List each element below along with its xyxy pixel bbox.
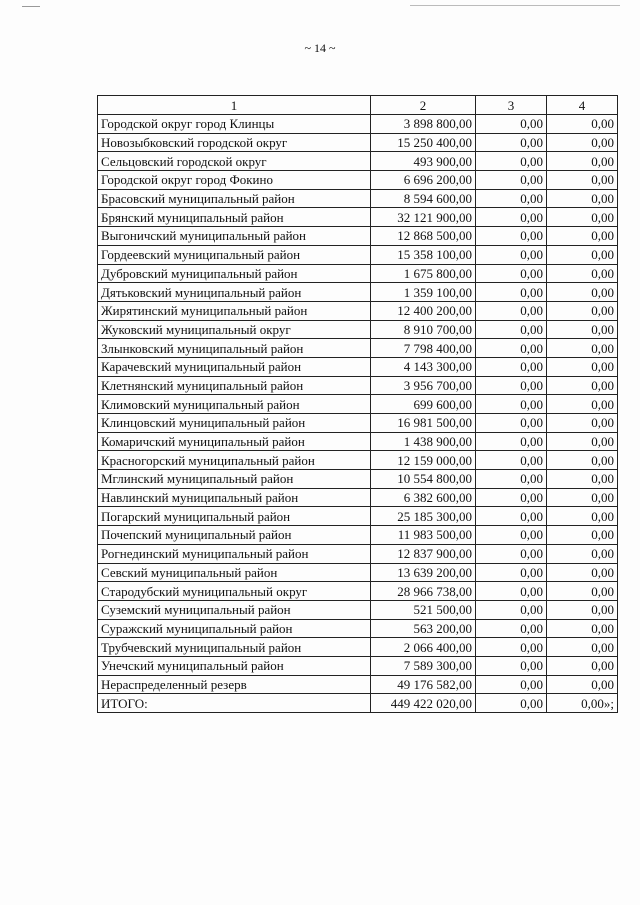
scan-artifact bbox=[22, 6, 40, 7]
table-row bbox=[98, 245, 618, 264]
row-name-cell: Суземский муниципальный район bbox=[98, 600, 371, 619]
table-row bbox=[98, 320, 618, 339]
row-name-cell: Карачевский муниципальный район bbox=[98, 357, 371, 376]
amount-cell: 3 956 700,00 bbox=[371, 376, 476, 395]
value-cell: 0,00 bbox=[547, 656, 618, 675]
row-name-cell: Жуковский муниципальный округ bbox=[98, 320, 371, 339]
value-cell: 0,00 bbox=[547, 171, 618, 190]
value-cell: 0,00 bbox=[547, 582, 618, 601]
row-name-cell: Унечский муниципальный район bbox=[98, 656, 371, 675]
value-cell: 0,00 bbox=[476, 227, 547, 246]
value-cell: 0,00 bbox=[547, 152, 618, 171]
row-name-cell: ИТОГО: bbox=[98, 694, 371, 713]
row-name-cell: Навлинский муниципальный район bbox=[98, 488, 371, 507]
table-row bbox=[98, 582, 618, 601]
row-name-cell: Почепский муниципальный район bbox=[98, 526, 371, 545]
value-cell: 0,00 bbox=[476, 619, 547, 638]
table-row bbox=[98, 470, 618, 489]
table-row bbox=[98, 526, 618, 545]
value-cell: 0,00 bbox=[547, 395, 618, 414]
value-cell: 0,00 bbox=[547, 563, 618, 582]
value-cell: 0,00 bbox=[476, 638, 547, 657]
value-cell: 0,00 bbox=[476, 320, 547, 339]
value-cell: 0,00 bbox=[547, 357, 618, 376]
column-header: 2 bbox=[371, 96, 476, 115]
value-cell: 0,00 bbox=[547, 507, 618, 526]
row-name-cell: Брасовский муниципальный район bbox=[98, 189, 371, 208]
row-name-cell: Городской округ город Фокино bbox=[98, 171, 371, 190]
value-cell: 0,00 bbox=[547, 488, 618, 507]
table-row bbox=[98, 656, 618, 675]
row-name-cell: Выгоничский муниципальный район bbox=[98, 227, 371, 246]
table-row bbox=[98, 563, 618, 582]
value-cell: 0,00 bbox=[547, 320, 618, 339]
value-cell: 0,00 bbox=[476, 488, 547, 507]
column-header: 4 bbox=[547, 96, 618, 115]
amount-cell: 12 868 500,00 bbox=[371, 227, 476, 246]
row-name-cell: Гордеевский муниципальный район bbox=[98, 245, 371, 264]
amount-cell: 6 696 200,00 bbox=[371, 171, 476, 190]
value-cell: 0,00 bbox=[547, 544, 618, 563]
row-name-cell: Мглинский муниципальный район bbox=[98, 470, 371, 489]
amount-cell: 15 250 400,00 bbox=[371, 133, 476, 152]
table-row bbox=[98, 227, 618, 246]
row-name-cell: Жирятинский муниципальный район bbox=[98, 301, 371, 320]
table-row bbox=[98, 675, 618, 694]
page-number: ~ 14 ~ bbox=[304, 41, 336, 55]
table-row bbox=[98, 395, 618, 414]
amount-cell: 15 358 100,00 bbox=[371, 245, 476, 264]
table-row bbox=[98, 488, 618, 507]
amount-cell: 563 200,00 bbox=[371, 619, 476, 638]
amount-cell: 16 981 500,00 bbox=[371, 414, 476, 433]
row-name-cell: Городской округ город Клинцы bbox=[98, 115, 371, 134]
table-row bbox=[98, 189, 618, 208]
amount-cell: 2 066 400,00 bbox=[371, 638, 476, 657]
table-row bbox=[98, 600, 618, 619]
value-cell: 0,00 bbox=[547, 208, 618, 227]
row-name-cell: Сельцовский городской округ bbox=[98, 152, 371, 171]
amount-cell: 7 798 400,00 bbox=[371, 339, 476, 358]
amount-cell: 8 910 700,00 bbox=[371, 320, 476, 339]
value-cell: 0,00 bbox=[547, 227, 618, 246]
table-row bbox=[98, 301, 618, 320]
value-cell: 0,00 bbox=[476, 357, 547, 376]
row-name-cell: Новозыбковский городской округ bbox=[98, 133, 371, 152]
value-cell: 0,00 bbox=[476, 376, 547, 395]
amount-cell: 699 600,00 bbox=[371, 395, 476, 414]
table-row bbox=[98, 133, 618, 152]
column-header: 1 bbox=[98, 96, 371, 115]
value-cell: 0,00 bbox=[547, 638, 618, 657]
amount-cell: 12 159 000,00 bbox=[371, 451, 476, 470]
row-name-cell: Севский муниципальный район bbox=[98, 563, 371, 582]
amount-cell: 6 382 600,00 bbox=[371, 488, 476, 507]
table-row bbox=[98, 152, 618, 171]
amount-cell: 13 639 200,00 bbox=[371, 563, 476, 582]
row-name-cell: Нераспределенный резерв bbox=[98, 675, 371, 694]
value-cell: 0,00 bbox=[476, 675, 547, 694]
value-cell: 0,00 bbox=[476, 470, 547, 489]
amount-cell: 28 966 738,00 bbox=[371, 582, 476, 601]
value-cell: 0,00 bbox=[547, 245, 618, 264]
value-cell: 0,00 bbox=[476, 301, 547, 320]
value-cell: 0,00 bbox=[476, 208, 547, 227]
value-cell: 0,00 bbox=[476, 283, 547, 302]
row-name-cell: Брянский муниципальный район bbox=[98, 208, 371, 227]
value-cell: 0,00 bbox=[476, 582, 547, 601]
row-name-cell: Злынковский муниципальный район bbox=[98, 339, 371, 358]
value-cell: 0,00 bbox=[476, 600, 547, 619]
value-cell: 0,00 bbox=[547, 414, 618, 433]
value-cell: 0,00 bbox=[476, 152, 547, 171]
table-row bbox=[98, 694, 618, 713]
table-row bbox=[98, 619, 618, 638]
table-row bbox=[98, 376, 618, 395]
row-name-cell: Дятьковский муниципальный район bbox=[98, 283, 371, 302]
table-row bbox=[98, 544, 618, 563]
budget-allocation-table bbox=[97, 95, 618, 713]
table-row bbox=[98, 115, 618, 134]
table-row bbox=[98, 171, 618, 190]
value-cell: 0,00 bbox=[547, 470, 618, 489]
amount-cell: 11 983 500,00 bbox=[371, 526, 476, 545]
table-row bbox=[98, 507, 618, 526]
value-cell: 0,00 bbox=[547, 526, 618, 545]
amount-cell: 1 359 100,00 bbox=[371, 283, 476, 302]
amount-cell: 10 554 800,00 bbox=[371, 470, 476, 489]
value-cell: 0,00 bbox=[476, 133, 547, 152]
amount-cell: 449 422 020,00 bbox=[371, 694, 476, 713]
amount-cell: 32 121 900,00 bbox=[371, 208, 476, 227]
value-cell: 0,00 bbox=[476, 171, 547, 190]
value-cell: 0,00 bbox=[547, 600, 618, 619]
amount-cell: 3 898 800,00 bbox=[371, 115, 476, 134]
value-cell: 0,00 bbox=[476, 563, 547, 582]
row-name-cell: Суражский муниципальный район bbox=[98, 619, 371, 638]
value-cell: 0,00 bbox=[547, 619, 618, 638]
scan-artifact bbox=[410, 5, 620, 6]
row-name-cell: Красногорский муниципальный район bbox=[98, 451, 371, 470]
value-cell: 0,00 bbox=[476, 432, 547, 451]
amount-cell: 12 400 200,00 bbox=[371, 301, 476, 320]
value-cell: 0,00 bbox=[547, 376, 618, 395]
amount-cell: 493 900,00 bbox=[371, 152, 476, 171]
table-row bbox=[98, 357, 618, 376]
value-cell: 0,00 bbox=[476, 115, 547, 134]
value-cell: 0,00 bbox=[476, 245, 547, 264]
table-row bbox=[98, 638, 618, 657]
value-cell: 0,00 bbox=[547, 133, 618, 152]
row-name-cell: Комаричский муниципальный район bbox=[98, 432, 371, 451]
row-name-cell: Стародубский муниципальный округ bbox=[98, 582, 371, 601]
value-cell: 0,00 bbox=[476, 694, 547, 713]
table-row bbox=[98, 208, 618, 227]
value-cell: 0,00 bbox=[476, 414, 547, 433]
value-cell: 0,00 bbox=[476, 264, 547, 283]
row-name-cell: Трубчевский муниципальный район bbox=[98, 638, 371, 657]
table-row bbox=[98, 451, 618, 470]
value-cell: 0,00 bbox=[476, 451, 547, 470]
row-name-cell: Клинцовский муниципальный район bbox=[98, 414, 371, 433]
amount-cell: 4 143 300,00 bbox=[371, 357, 476, 376]
value-cell: 0,00 bbox=[547, 675, 618, 694]
amount-cell: 25 185 300,00 bbox=[371, 507, 476, 526]
amount-cell: 8 594 600,00 bbox=[371, 189, 476, 208]
value-cell: 0,00 bbox=[547, 264, 618, 283]
value-cell: 0,00 bbox=[547, 432, 618, 451]
value-cell: 0,00 bbox=[547, 115, 618, 134]
value-cell: 0,00 bbox=[547, 451, 618, 470]
row-name-cell: Рогнединский муниципальный район bbox=[98, 544, 371, 563]
value-cell: 0,00 bbox=[476, 395, 547, 414]
table-row bbox=[98, 283, 618, 302]
amount-cell: 7 589 300,00 bbox=[371, 656, 476, 675]
value-cell: 0,00 bbox=[547, 283, 618, 302]
table-row bbox=[98, 432, 618, 451]
column-header: 3 bbox=[476, 96, 547, 115]
row-name-cell: Дубровский муниципальный район bbox=[98, 264, 371, 283]
value-cell: 0,00 bbox=[547, 189, 618, 208]
row-name-cell: Клетнянский муниципальный район bbox=[98, 376, 371, 395]
value-cell: 0,00 bbox=[476, 339, 547, 358]
amount-cell: 12 837 900,00 bbox=[371, 544, 476, 563]
row-name-cell: Погарский муниципальный район bbox=[98, 507, 371, 526]
value-cell: 0,00 bbox=[476, 189, 547, 208]
value-cell: 0,00»; bbox=[547, 694, 618, 713]
value-cell: 0,00 bbox=[547, 339, 618, 358]
value-cell: 0,00 bbox=[476, 507, 547, 526]
value-cell: 0,00 bbox=[476, 526, 547, 545]
table-row bbox=[98, 339, 618, 358]
value-cell: 0,00 bbox=[476, 544, 547, 563]
amount-cell: 49 176 582,00 bbox=[371, 675, 476, 694]
row-name-cell: Климовский муниципальный район bbox=[98, 395, 371, 414]
amount-cell: 521 500,00 bbox=[371, 600, 476, 619]
amount-cell: 1 438 900,00 bbox=[371, 432, 476, 451]
table-header-row bbox=[98, 96, 618, 115]
value-cell: 0,00 bbox=[547, 301, 618, 320]
value-cell: 0,00 bbox=[476, 656, 547, 675]
amount-cell: 1 675 800,00 bbox=[371, 264, 476, 283]
table-row bbox=[98, 414, 618, 433]
table-row bbox=[98, 264, 618, 283]
